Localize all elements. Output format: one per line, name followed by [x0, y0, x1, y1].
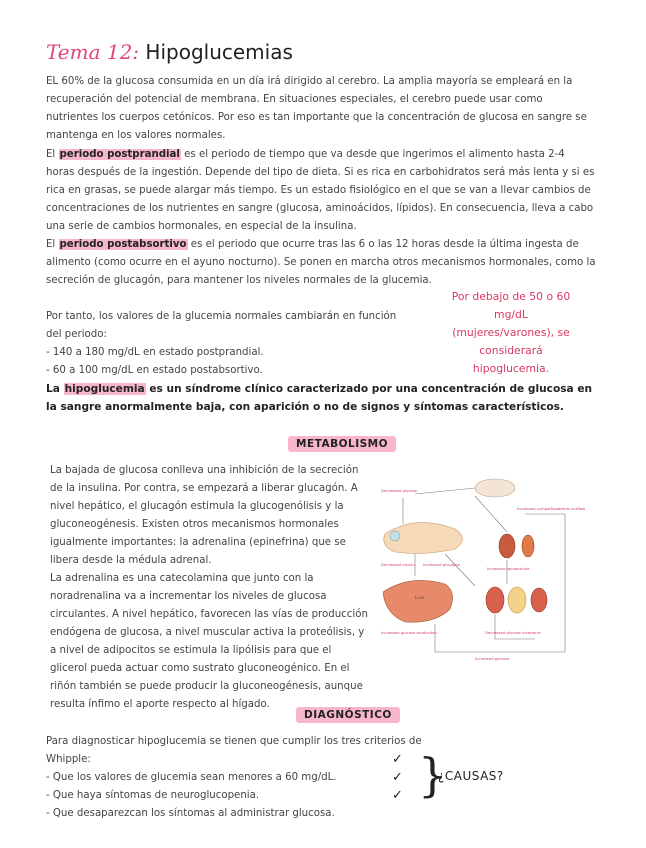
- postprandial-after: es el periodo de tiempo que va desde que ingerimos el alimento hasta 2-4 horas después de la ingestión. Depende del tipo de dieta. Si es rica en carbohidratos será más lenta y si es rica en grasas, se puede alargar más tiempo. Es un estado fisiológico en el que se van a llevar cambios de concentraciones de los nutrientes en sangre (glucosa, aminoácidos, lípidos). En consecuencia, lleva a cabo una serie de cambios hormonales, en especial de la insulina.: [46, 149, 595, 232]
- fat-shape: [508, 587, 526, 613]
- label-epinephrine: Increased epinephrine: [487, 566, 530, 571]
- label-decreased-glucose: Decreased glucose: [381, 488, 418, 493]
- label-liver: Liver: [415, 595, 425, 600]
- check-icon: ✓: [392, 752, 403, 767]
- diagram-svg: [375, 474, 585, 664]
- label-glucagon: Increased glucagon: [423, 562, 461, 567]
- label-sympathetic: Increased sympathoadrenal outflow: [517, 506, 585, 511]
- page-title: [46, 40, 293, 64]
- check-icon: ✓: [392, 788, 403, 803]
- brain-shape: [475, 479, 515, 497]
- muscle-shape: [486, 587, 504, 613]
- diagnostico-intro: Para diagnosticar hipoglucemia se tienen que cumplir los tres criterios de Whipple:: [46, 736, 422, 765]
- label-increased-glucose: Increased glucose: [475, 656, 510, 661]
- title-prefix: Tema 12:: [46, 40, 140, 64]
- values-intro: Por tanto, los valores de la glucemia normales cambiarán en función del periodo:: [46, 311, 397, 340]
- postabsortivo-term: periodo postabsortivo: [59, 239, 187, 250]
- check-icon: ✓: [392, 770, 403, 785]
- kidney-shape: [522, 535, 534, 557]
- diagnostico-item: - Que los valores de glucemia sean menores a 60 mg/dL.: [46, 772, 337, 783]
- label-glucose-clearance: Decreased glucose clearance: [485, 630, 541, 635]
- definition-paragraph: [46, 380, 606, 416]
- definition-term: hipoglucemia: [64, 383, 145, 395]
- islet-cell-shape: [390, 531, 400, 541]
- diagnostico-heading: DIAGNÓSTICO: [296, 707, 400, 723]
- values-item: - 140 a 180 mg/dL en estado postprandial.: [46, 347, 264, 358]
- postprandial-before: El: [46, 149, 59, 160]
- curly-brace-icon: }: [418, 748, 448, 802]
- diagnostico-item: - Que haya síntomas de neuroglucopenia.: [46, 790, 260, 801]
- postprandial-term: periodo postprandial: [59, 149, 180, 160]
- postabsortivo-before: El: [46, 239, 59, 250]
- diagnostico-item: - Que desaparezcan los síntomas al administrar glucosa.: [46, 808, 335, 819]
- postabsortivo-after: es el periodo que ocurre tras las 6 o las 12 horas desde la última ingesta de alimento (como ocurre en el ayuno nocturno). Se ponen en marcha otros mecanismos hormonales, como la secreción de glucagón, para mantener los niveles normales de la glucemia.: [46, 239, 596, 286]
- metabolismo-paragraph-1: La bajada de glucosa conlleva una inhibición de la secreción de la insulina. Por contra, se empezará a liberar glucagón. A nivel hepático, el glucagón estimula la glucogenólisis y la gluconeogénesis. Existen otros mecanismos hormonales igualmente importantes: la adrenalina (epinefrina) que se libera desde la médula adrenal.: [50, 465, 359, 566]
- diagnostico-block: [46, 733, 426, 823]
- muscle-shape-2: [531, 588, 547, 612]
- definition-before: La: [46, 383, 64, 395]
- metabolismo-heading: METABOLISMO: [288, 436, 396, 452]
- adrenal-shape: [499, 534, 515, 558]
- values-block: [46, 308, 406, 380]
- label-glucose-production: Increased glucose production: [381, 630, 437, 635]
- postprandial-paragraph: [46, 146, 596, 236]
- title-main: Hipoglucemias: [145, 40, 293, 64]
- glucose-counterregulation-diagram: [375, 474, 585, 664]
- causes-label: ¿CAUSAS?: [438, 769, 504, 783]
- definition-after: es un síndrome clínico caracterizado por una concentración de glucosa en la sangre anormalmente baja, con aparición o no de signos y síntomas característicos.: [46, 383, 593, 413]
- metabolismo-paragraph-2: La adrenalina es una catecolamina que junto con la noradrenalina va a incrementar los niveles de glucosa circulantes. A nivel hepático, favorecen las vías de producción endógena de glucosa, a nivel muscular activa la proteólisis, y a nivel de adipocitos se estimula la lipólisis para que el glicerol pueda actuar como sustrato gluconeogénico. En el riñón también se puede producir la gluconeogénesis, aunque resulta ínfimo el aporte respecto al hígado.: [50, 573, 368, 710]
- hypoglycemia-threshold-note: Por debajo de 50 o 60 mg/dL (mujeres/varones), se considerará hipoglucemia.: [451, 290, 571, 375]
- label-insulin: Decreased insulin: [381, 562, 415, 567]
- postabsortivo-paragraph: [46, 236, 596, 290]
- values-item: - 60 a 100 mg/dL en estado postabsortivo.: [46, 365, 263, 376]
- intro-paragraph: EL 60% de la glucosa consumida en un día irá dirigido al cerebro. La amplia mayoría se empleará en la recuperación del potencial de membrana. En situaciones especiales, el cerebro puede usar como nutrientes los cuerpos cetónicos. Por eso es tan importante que la concentración de glucosa en sangre se mantenga en los valores normales.: [46, 76, 587, 141]
